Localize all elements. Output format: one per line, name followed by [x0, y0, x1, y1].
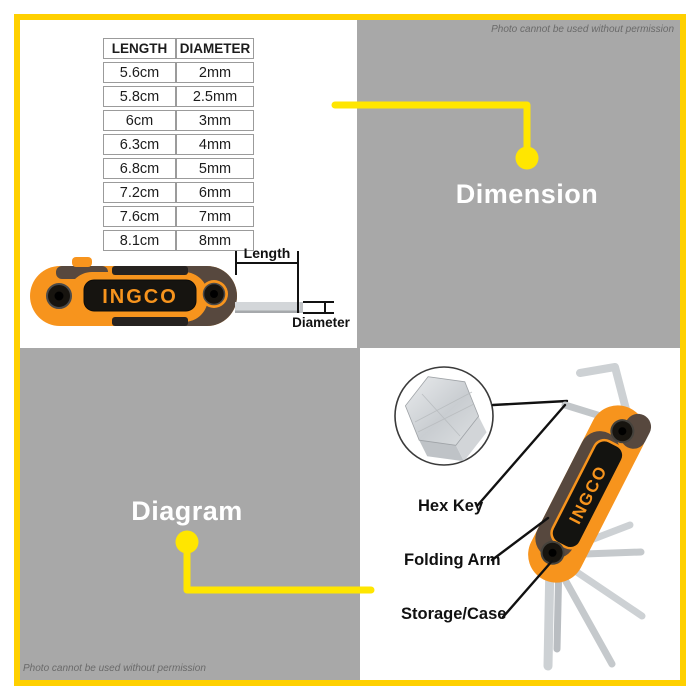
- dimension-title: Dimension: [455, 179, 599, 209]
- spec-table-row: [103, 134, 254, 155]
- diameter-annotation-label: Diameter: [292, 315, 350, 330]
- spec-table-row: [103, 86, 254, 107]
- spec-table-body: [103, 62, 254, 251]
- spec-table-cell: 5.8cm: [103, 86, 176, 107]
- folding-hex-key-tool-open: [518, 396, 655, 592]
- spec-table-cell: 3mm: [176, 110, 254, 131]
- spec-table-cell: 7mm: [176, 206, 254, 227]
- spec-table-cell: 7.2cm: [103, 182, 176, 203]
- spec-table-row: [103, 62, 254, 83]
- storage-case-label: Storage/Case: [401, 605, 507, 623]
- brand-logo-text: INGCO: [102, 286, 178, 308]
- hex-cross-section-magnifier: [395, 367, 567, 465]
- spec-table-cell: 8mm: [176, 230, 254, 251]
- spec-table-cell: 6.8cm: [103, 158, 176, 179]
- tool-top-nub: [72, 257, 92, 267]
- spec-table-cell: 8.1cm: [103, 230, 176, 251]
- brand-logo-text-vertical: INGCO: [565, 462, 612, 528]
- spec-table-cell: 2.5mm: [176, 86, 254, 107]
- spec-table-cell: 6.3cm: [103, 134, 176, 155]
- spec-table-row: [103, 182, 254, 203]
- spec-table-cell: 6mm: [176, 182, 254, 203]
- hex-key-tool-dimension-photo: [0, 238, 360, 350]
- spec-table-header-row: [103, 38, 254, 59]
- grip-bottom: [112, 317, 188, 326]
- spec-table: [103, 35, 254, 254]
- spec-table-cell: 5.6cm: [103, 62, 176, 83]
- watermark-bottom: Photo cannot be used without permission: [23, 663, 206, 674]
- spec-table-cell: 2mm: [176, 62, 254, 83]
- spec-table-row: [103, 110, 254, 131]
- spec-table-cell: 5mm: [176, 158, 254, 179]
- grip-top: [112, 266, 188, 275]
- spec-table-row: [103, 158, 254, 179]
- spec-table-cell: 4mm: [176, 134, 254, 155]
- folding-arm-label: Folding Arm: [404, 551, 501, 569]
- spec-table-cell: 7.6cm: [103, 206, 176, 227]
- diagram-title: Diagram: [131, 496, 243, 526]
- folding-hex-key-tool-closed: [30, 257, 303, 326]
- hex-key-tool-diagram-photo: [360, 348, 686, 686]
- watermark-top: Photo cannot be used without permission: [491, 24, 674, 35]
- column-header-length: LENGTH: [103, 38, 176, 59]
- spec-table-cell: 6cm: [103, 110, 176, 131]
- column-header-diameter: DIAMETER: [176, 38, 254, 59]
- length-annotation-label: Length: [243, 245, 291, 261]
- spec-table-row: [103, 206, 254, 227]
- magnifier-leader-line: [493, 401, 567, 405]
- hex-key-label: Hex Key: [418, 497, 484, 515]
